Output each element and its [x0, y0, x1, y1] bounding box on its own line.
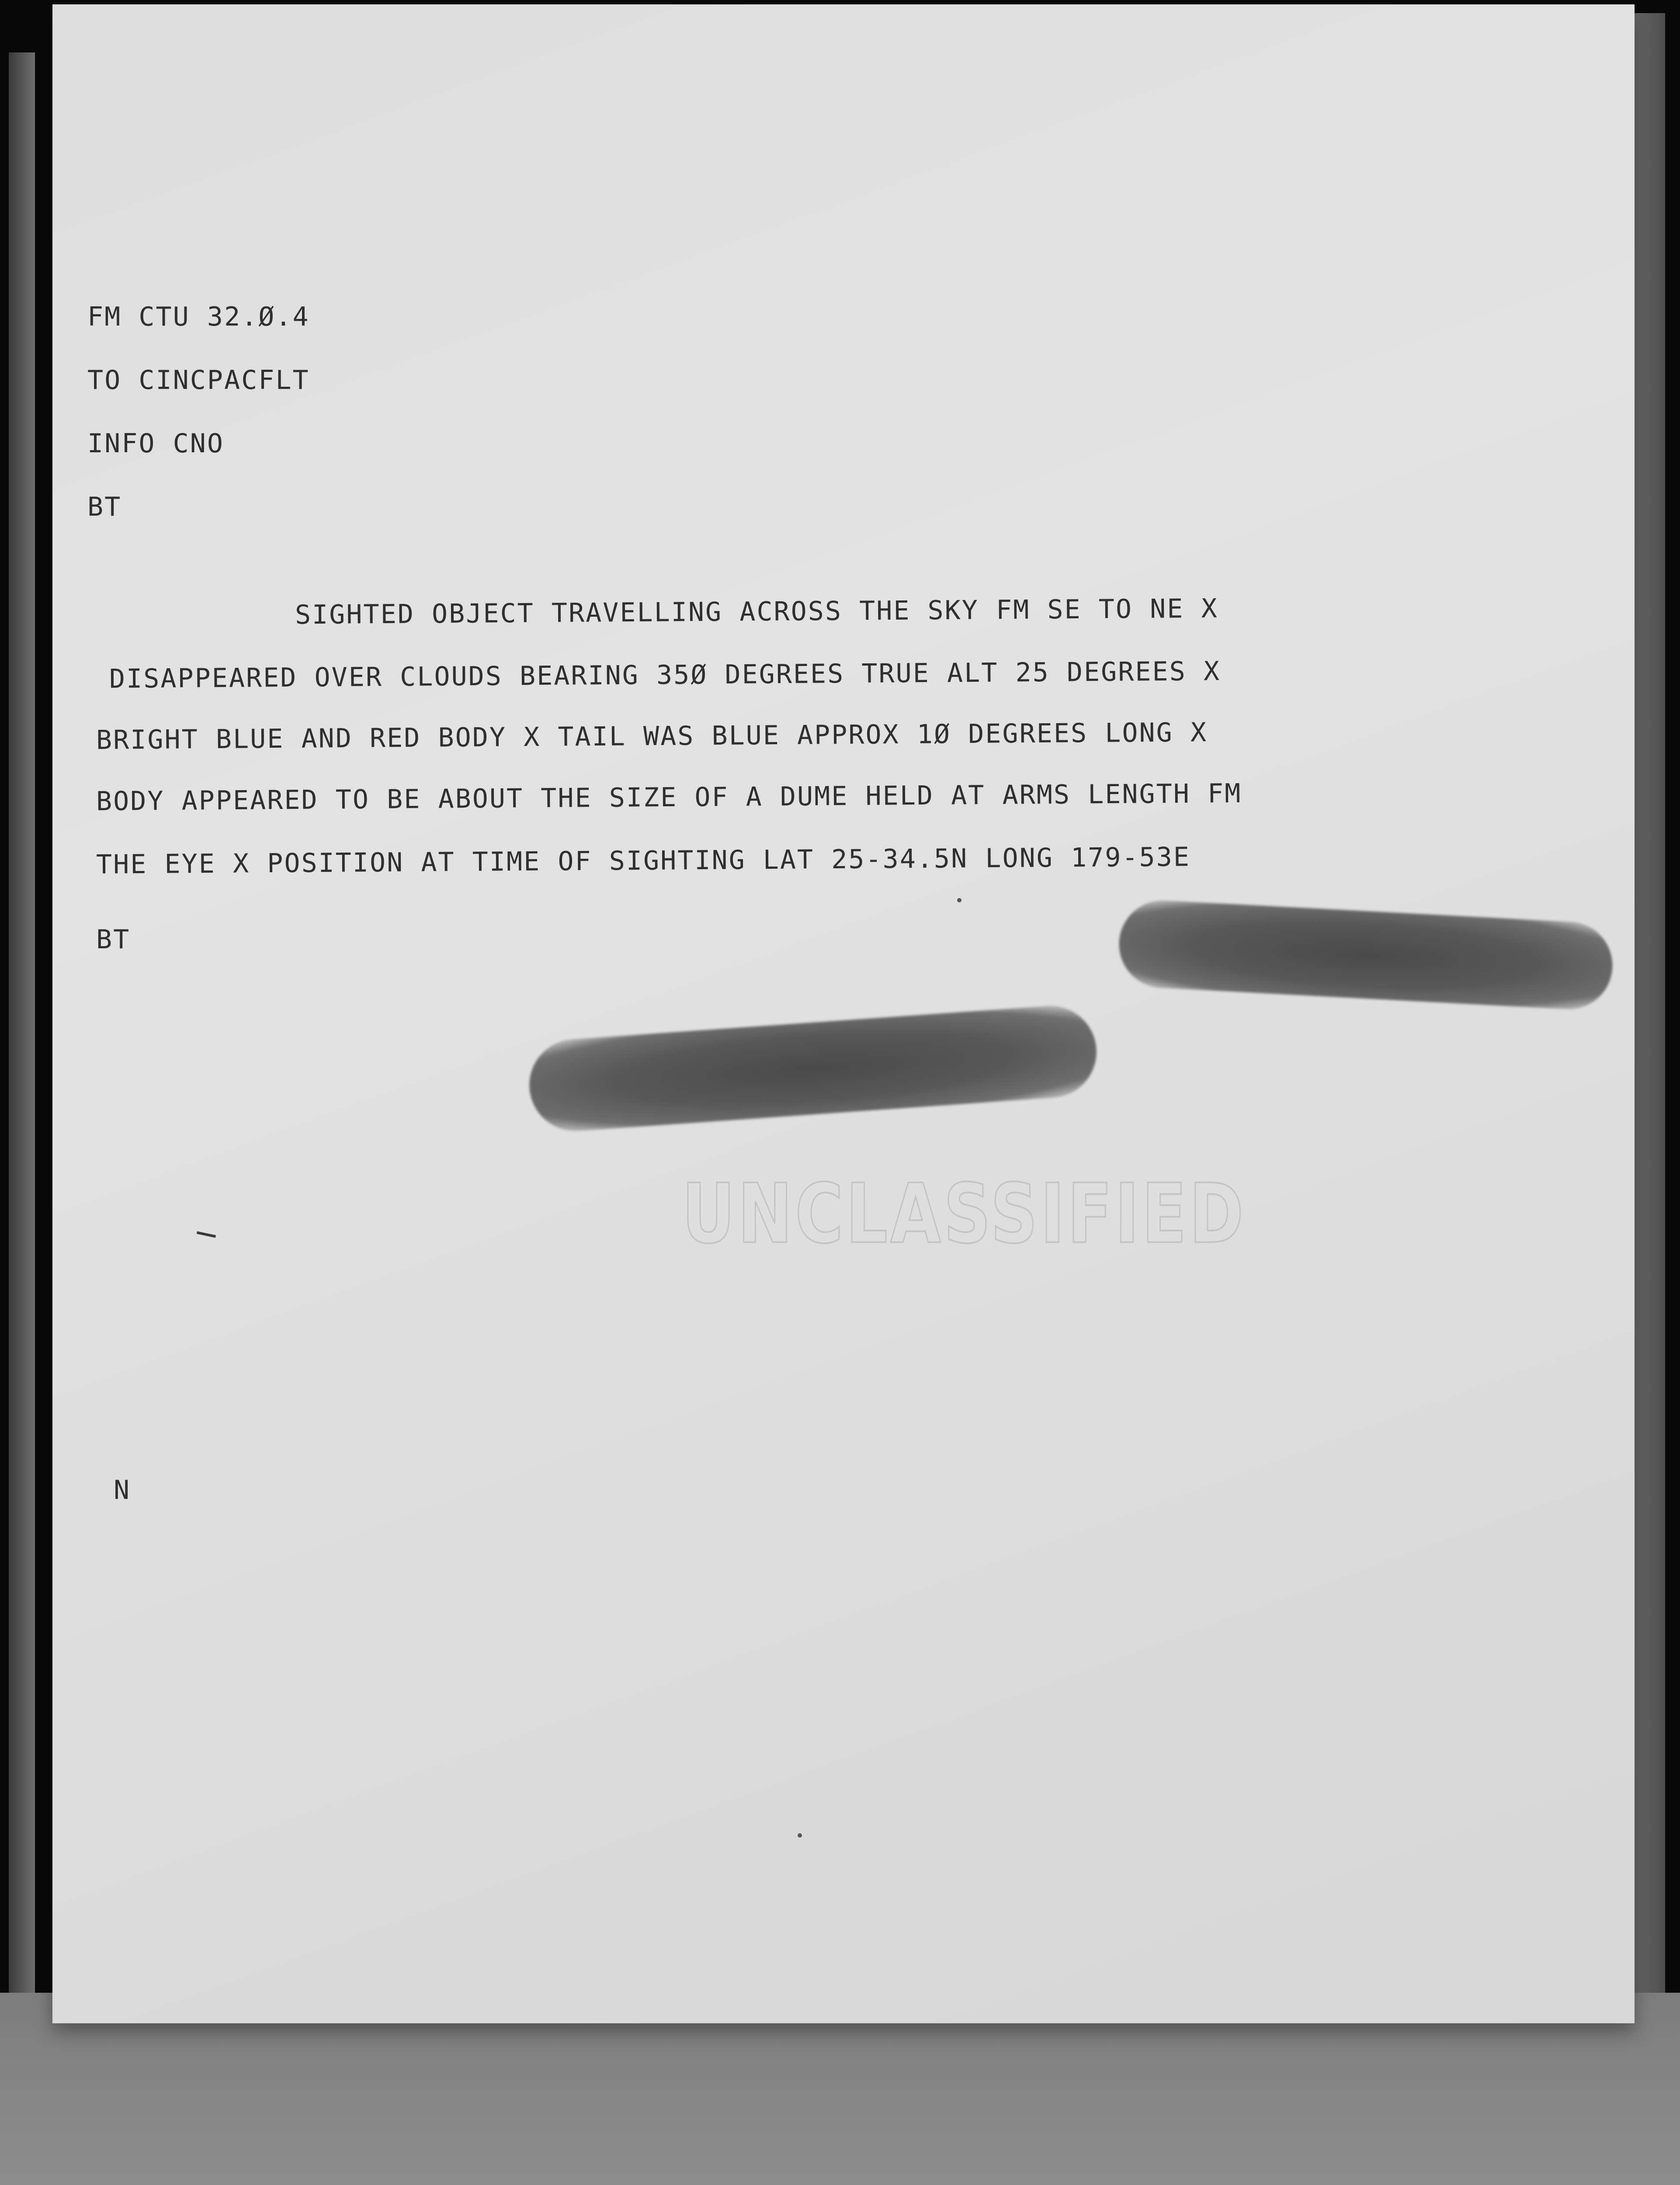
- stray-dot: [798, 1833, 802, 1838]
- body-line-5: THE EYE X POSITION AT TIME OF SIGHTING LAT 25-34.5N LONG 179-53E: [96, 842, 1191, 880]
- break-close: BT: [96, 924, 131, 955]
- body-line-2: DISAPPEARED OVER CLOUDS BEARING 35Ø DEGREES TRUE ALT 25 DEGREES X: [109, 656, 1221, 694]
- redaction-mark: [1117, 898, 1615, 1012]
- message-sheet: [52, 4, 1635, 2023]
- body-line-1: SIGHTED OBJECT TRAVELLING ACROSS THE SKY FM SE TO NE X: [295, 593, 1218, 631]
- break-open: BT: [87, 492, 122, 522]
- film-edge-left: [9, 52, 35, 1993]
- redaction-mark: [526, 1003, 1099, 1134]
- header-info: INFO CNO: [87, 428, 224, 459]
- stray-mark: [197, 1231, 216, 1238]
- body-line-4: BODY APPEARED TO BE ABOUT THE SIZE OF A DUME HELD AT ARMS LENGTH FM: [96, 778, 1242, 817]
- stray-dot: [957, 898, 961, 902]
- header-from: FM CTU 32.Ø.4: [87, 302, 310, 332]
- body-line-3: BRIGHT BLUE AND RED BODY X TAIL WAS BLUE APPROX 1Ø DEGREES LONG X: [96, 717, 1208, 756]
- classification-stamp: UNCLASSIFIED: [682, 1167, 1246, 1262]
- margin-mark: N: [114, 1475, 131, 1505]
- header-to: TO CINCPACFLT: [87, 365, 310, 395]
